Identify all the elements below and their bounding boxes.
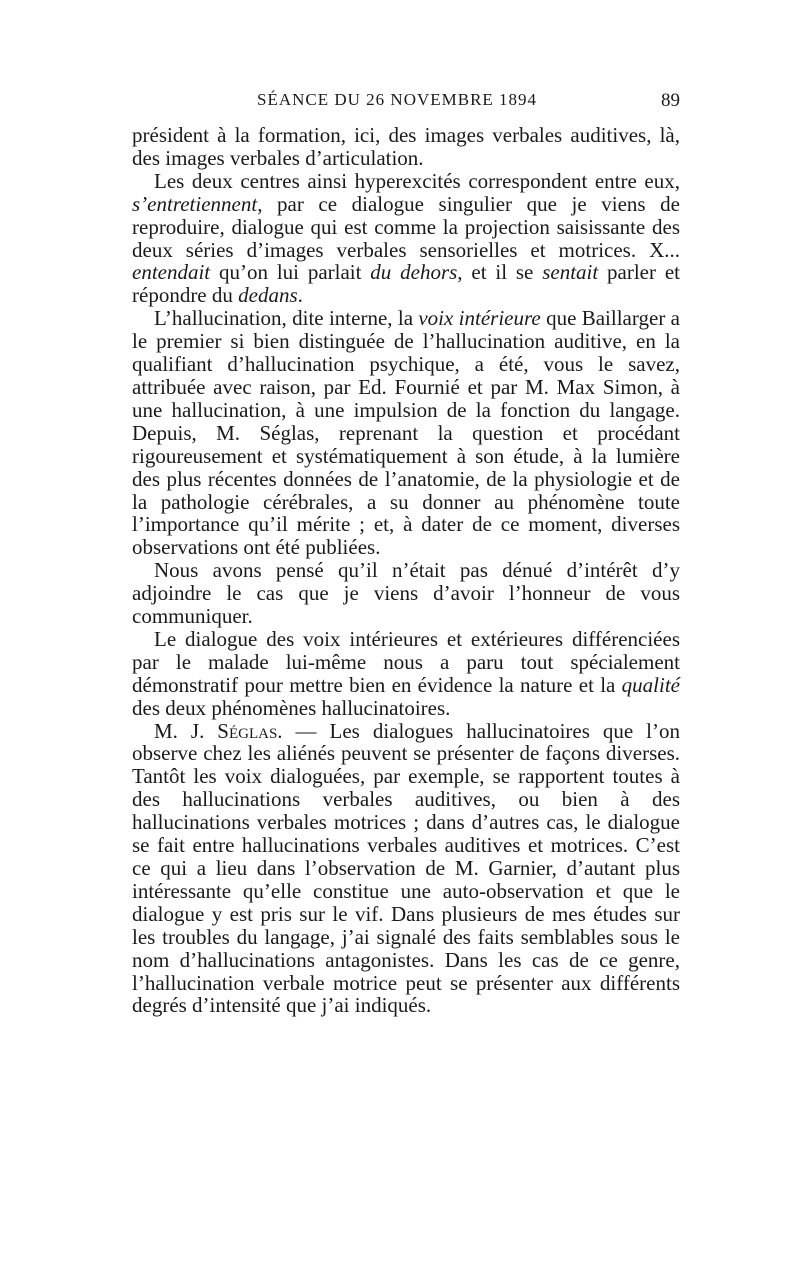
- running-title: SÉANCE DU 26 NOVEMBRE 1894: [257, 90, 538, 109]
- paragraph-1: [132, 124, 680, 170]
- speaker-name: M. J. Séglas.: [154, 718, 283, 743]
- paragraph-2-text-i: parler et répondre du: [132, 260, 680, 308]
- paragraph-2-text-e: qu’on lui parlait: [210, 260, 371, 285]
- paragraph-5-text-a: Le dialogue des voix intérieures et extérieures différenciées par le malade lui-même nous a paru tout spécialement démonstratif pour mettre bien en évidence la nature et la: [132, 626, 680, 697]
- paragraph-6: [132, 720, 680, 1018]
- paragraph-5-text-c: des deux phénomènes hallucinatoires.: [132, 695, 451, 720]
- paragraph-3-text-a: L’hallucination, dite interne, la: [154, 306, 419, 331]
- body-text: [132, 124, 680, 1017]
- paragraph-2: [132, 170, 680, 307]
- paragraph-3-text-c: que Baillarger a le premier si bien distinguée de l’hallucination auditive, en la qualifiant d’hallucination psychique, a été, vous le savez, attribuée avec raison, par Ed. Fournié et par M. Max Simon, à une hallucination, à une impulsion de la fonction du langage. Depuis, M. Séglas, reprenant la question et procédant rigoureusement et systématiquement à son étude, à la lumière des plus récentes données de l’anatomie, de la physiologie et de la pathologie cérébrales, a su donner au phénomène toute l’importance qu’il mérite ; et, à dater de ce moment, diverses observations ont été publiées.: [132, 306, 680, 560]
- paragraph-2-text-g: , et il se: [457, 260, 543, 285]
- italic-entendait: entendait: [132, 260, 211, 285]
- italic-voix-interieure: voix intérieure: [418, 306, 541, 331]
- paragraph-2-text-k: .: [297, 283, 303, 308]
- page-header: [132, 90, 680, 114]
- italic-du-dehors: du dehors: [370, 260, 458, 285]
- paragraph-6-text: — Les dialogues hallucinatoires que l’on observe chez les aliénés peuvent se présenter de façons diverses. Tantôt les voix dialoguées, par exemple, se rapportent toutes à des hallucinations verbales auditives, ou bien à des hallucinations verbales motrices ; dans d’autres cas, le dialogue se fait entre hallucinations verbales auditives et motrices. C’est ce qui a lieu dans l’observation de M. Garnier, d’autant plus intéressante qu’elle constitue une auto-observation et que le dialogue y est pris sur le vif. Dans plusieurs de mes études sur les troubles du langage, j’ai signalé des faits semblables sous le nom d’hallucinations antagonistes. Dans les cas de ce genre, l’hallucination verbale motrice peut se présenter aux différents degrés d’intensité que j’ai indiqués.: [132, 718, 680, 1018]
- italic-entretiennent: s’entretiennent: [132, 191, 258, 216]
- paragraph-5: [132, 628, 680, 720]
- italic-sentait: sentait: [542, 260, 599, 285]
- italic-qualite: qualité: [621, 672, 680, 697]
- paragraph-2-text-a: Les deux centres ainsi hyperexcités correspondent entre eux,: [154, 168, 680, 193]
- paragraph-4-text: Nous avons pensé qu’il n’était pas dénué d’intérêt d’y adjoindre le cas que je viens d’avoir l’honneur de vous communiquer.: [132, 558, 680, 629]
- page-number: 89: [661, 90, 680, 111]
- paragraph-4: [132, 559, 680, 628]
- paragraph-3: [132, 307, 680, 559]
- italic-dedans: dedans: [238, 283, 298, 308]
- paragraph-1-text: président à la formation, ici, des images verbales auditives, là, des images verbales d’articulation.: [132, 123, 680, 170]
- paragraph-2-text-c: , par ce dialogue singulier que je viens de reproduire, dialogue qui est comme la projection saisissante des deux séries d’images verbales sensorielles et motrices. X...: [132, 191, 680, 262]
